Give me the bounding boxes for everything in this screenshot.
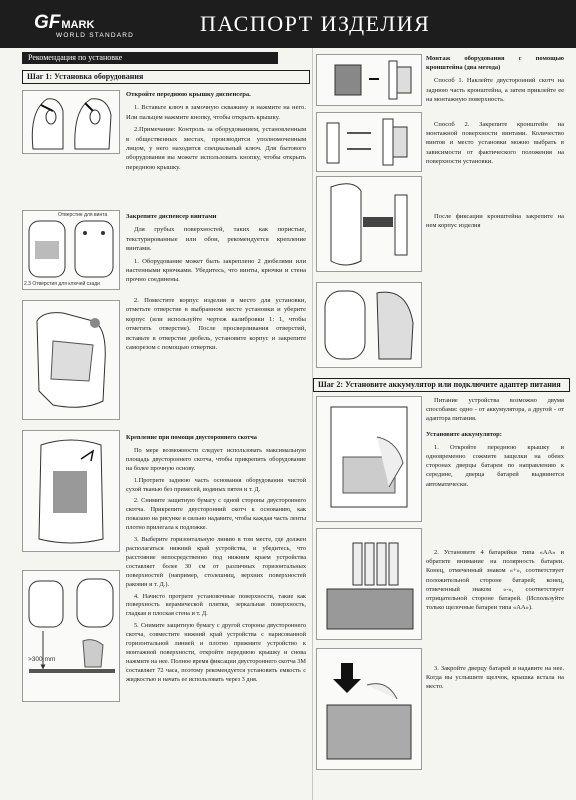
open-cover-illustration xyxy=(22,90,120,154)
bracket-heading: Монтаж оборудования с помощью кронштейна (два метода) xyxy=(426,55,564,72)
step2-bar: Шаг 2: Установите аккумулятор или подключите адаптер питания xyxy=(313,378,570,392)
screw-icon xyxy=(23,211,119,289)
battery-text-2 xyxy=(426,548,564,615)
mount-on-bracket-illustration xyxy=(316,176,422,272)
header-bar xyxy=(0,0,576,48)
battery-insert-illustration xyxy=(316,528,422,640)
key-holes-caption: 2.3 Отверстия для ключей сзади xyxy=(24,281,100,287)
bracket-p3: После фиксации кронштейна закрепите на нем корпус изделия xyxy=(426,213,564,230)
battery-subheading: Установите аккумулятор: xyxy=(426,430,502,438)
brand-logo xyxy=(34,12,134,39)
tape-illustration xyxy=(22,430,120,552)
column-divider xyxy=(312,48,313,800)
bracket-text xyxy=(426,54,564,107)
screw-holes-illustration xyxy=(22,210,120,290)
screw-p1: Для грубых поверхностей, таких как пористые, текстурированные или обои, рекомендуется крепление винтами. xyxy=(126,226,306,253)
bracket-p1: Способ 1. Наклейте двусторонний скотч на заднюю часть кронштейна, а затем приклейте ее на монтажную поверхность. xyxy=(426,77,564,103)
open-cover-heading: Откройте переднюю крышку диспенсера. xyxy=(126,91,251,98)
tape-p6: 5. Снимите защитную бумагу с другой стороны двустороннего скотча, совместите нижний край устройства с нарисованной горизонтальной линией и плотно прижмите устройство к монтажной поверхности, откройте переднюю крышку и снова нажмите на нее. Полное время фиксации двустороннего скотча 3М составляет 72 часа, поэтому рекомендуется установить емкость с жидкостью и начать ее использовать через 3 дня. xyxy=(126,622,306,683)
tape-heading: Крепление при помощи двустороннего скотча xyxy=(126,434,257,441)
distance-label: >300 mm xyxy=(28,656,56,663)
battery-text-3 xyxy=(426,664,564,695)
height-illustration xyxy=(22,570,120,702)
logo-mark: MARK xyxy=(61,19,95,31)
tape-p5: 4. Начисто протрите установочные поверхности, такие как поверхность керамической плитки, зеркальная поверхность, гладкая и плоская стена и т. Д. xyxy=(126,592,306,618)
housing-illustration xyxy=(316,282,422,368)
battery-icon xyxy=(317,529,421,639)
recommendation-bar: Рекомендация по установке xyxy=(22,52,278,64)
screw-heading: Закрепите диспенсер винтами xyxy=(126,213,217,220)
open-cover-text xyxy=(126,90,306,175)
battery-close-illustration xyxy=(316,648,422,770)
open-cover-p2: 2.Примечание: Контроль за оборудованием, установленным в общественных местах, производится уполномоченным лицом, у него находится специальный ключ. Для бытового оборудования вы можете использовать кнопку, чтобы открыть переднюю крышку. xyxy=(126,126,306,171)
screw-p2: 1. Оборудование может быть закреплено 2 дюбелями или настенными крючками. Убедитесь, что винты, крючки и стена прочно соединены. xyxy=(126,257,306,284)
open-cover-p1: 1. Вставьте ключ в замочную скважину и нажмите на него. Или пальцем нажмите кнопку, чтобы открыть крышку. xyxy=(126,104,306,121)
power-intro: Питание устройства возможно двумя способами: одно - от аккумулятора, а другой - от адаптора питания. xyxy=(426,397,564,423)
tape-icon xyxy=(23,431,119,551)
mounting-illustration xyxy=(22,300,120,420)
screw-p3: 2. Поместите корпус изделия в место для установки, отметьте отверстие в выбранном месте установки и уберите корпус (или используйте чертеж калибровки 1: 1, чтобы отметить отверстие). После просверливания отверстий, вставьте в отверстие дюбель, установите корпус и закрепите саморезом с помощью отвертки. xyxy=(126,297,306,352)
bracket-text-2 xyxy=(426,120,564,169)
bracket-tape-illustration xyxy=(316,54,422,106)
tape-text xyxy=(126,434,306,688)
bracket-screw-illustration xyxy=(316,112,422,172)
page-title: ПАСПОРТ ИЗДЕЛИЯ xyxy=(200,11,431,36)
screw-text xyxy=(126,212,306,288)
logo-gf: GF xyxy=(34,12,61,33)
screw-hole-caption: Отверстие для винта xyxy=(58,212,108,218)
key-icon xyxy=(23,91,119,153)
step1-bar: Шаг 1: Установка оборудования xyxy=(22,70,310,84)
arrow-icon xyxy=(317,649,421,769)
battery-p3: 3. Закройте дверцу батарей и надавите на нее. Когда вы услышите щелчок, крышка встала на место. xyxy=(426,665,564,691)
bracket-p2: Способ 2. Закрепите кронштейн на монтажной поверхности винтами. Количество винтов и место установки можно выбрать в зависимости от фактического положения на поверхности установки. xyxy=(426,121,564,165)
battery-text xyxy=(426,396,564,492)
logo-tagline: WORLD STANDARD xyxy=(56,32,135,39)
tape-p2: 1.Протрите заднюю часть основания оборудования чистой сухой тканью без примесей, водяных пятен и т. Д. xyxy=(126,476,306,493)
battery-p1: 1. Откройте переднюю крышку и одновременно сожмите защелки на обеих сторонах дверцы батареи по направлению к середине, дверца батарей выдвинется автоматически. xyxy=(426,443,564,488)
tape-p1: По мере возможности следует использовать максимальную площадь двустороннего скотча, чтобы прикрепить оборудование на более прочную основу. xyxy=(126,446,306,472)
bracket-text-3 xyxy=(426,212,564,233)
screw-text-2 xyxy=(126,296,306,355)
battery-door-illustration xyxy=(316,396,422,522)
battery-p2: 2. Установите 4 батарейки типа «АА» и обратите внимание на полярность батареи. Конец, отмеченный знаком «+», соответствует положительной стороне батарей; конец, отмеченный знаком «-», соответствует отрицательной стороне батарей. (Используйте только щелочные батареи типа «АА»). xyxy=(426,549,564,612)
tape-p3: 2. Снимите защитную бумагу с одной стороны двустороннего скотча. Прикрепите двусторонний скотч к основанию, как показано на рисунке и сильно надавите, чтобы каждая часть ленты плотно прилегала к подложке. xyxy=(126,497,306,532)
tape-p4: 3. Выберите горизонтальную линию в том месте, где должен располагаться нижний край устройства, и убедитесь, что расстояние непосредственно под нижним краем устройства составляет более 30 см от различных горизонтальных поверхностей (например, столешниц, верхних поверхностей раковин и т. Д.). xyxy=(126,536,306,588)
